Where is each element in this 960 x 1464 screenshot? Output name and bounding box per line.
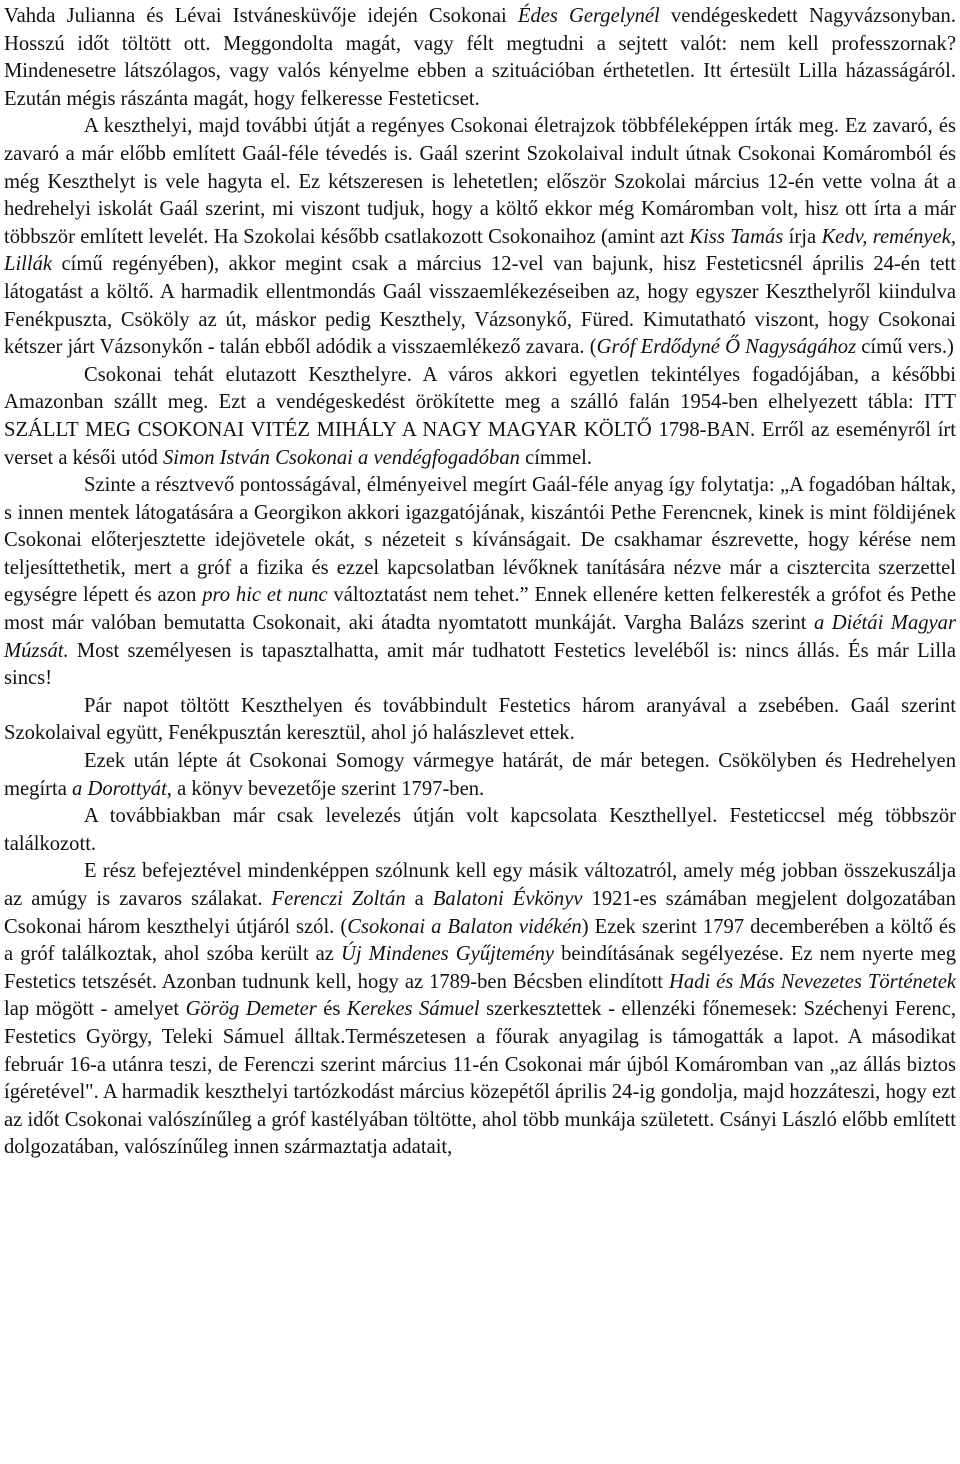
italic-text-run: Kedv, remények, Lillák bbox=[4, 225, 956, 276]
italic-text-run: Gróf Erdődyné Ő Nagyságához bbox=[596, 336, 857, 359]
body-paragraph bbox=[4, 858, 956, 1162]
text-run: E rész befejeztével mindenképpen szólnunk kell egy másik változatról, amely még jobban összekuszálja az amúgy is zavaros szálakat. bbox=[4, 860, 956, 910]
text-run: Szinte a résztvevő pontosságával, élményeivel megírt Gaál-féle anyag így folytatja: „A fogadóban háltak, s innen mentek látogatására a Georgikon akkori igazgatójának, kiszántói Pethe Ferencnek, kinek is mint földijének Csokonai előterjesztette idejövetele okát, s nézeteit s kívánságait. De csakhamar észrevette, hogy kérése nem teljesíttethetik, mert a gróf a fizika és ezzel kapcsolatban lévőknek tanítására nézve már a cisztercita szerzettel egységre lépett és azon bbox=[4, 474, 956, 607]
italic-text-run: Görög Demeter bbox=[185, 998, 317, 1021]
text-run: Ezek után lépte át Csokonai Somogy vármegye határát, de már betegen. Csökölyben és Hedrehelyen megírta bbox=[4, 750, 956, 800]
text-run: című regényében), akkor megint csak a március 12-vel van bajunk, hisz Festeticsnél április 24-én tett látogatást a költő. A harmadik ellentmondás Gaál visszaemlékezéseiben az, hogy egyszer Keszthelyről kiindulva Fenékpuszta, Csököly az út, máskor pedig Keszthely, Vázsonykő, Füred. Kimutatható viszont, hogy Csokonai kétszer járt Vázsonykőn - talán ebből adódik a visszaemlékező zavara. ( bbox=[4, 253, 956, 359]
italic-text-run: a Dorottyát, bbox=[72, 777, 172, 800]
text-run: címmel. bbox=[519, 446, 592, 469]
text-run: Csokonai tehát elutazott Keszthelyre. A város akkori egyetlen tekintélyes fogadójában, a későbbi Amazonban szállt meg. Ezt a vendégeskedést örökítette meg a szálló falán 1954-ben elhelyezett tábla: ITT SZÁLLT MEG CSOKONAI VITÉZ MIHÁLY A NAGY MAGYAR KÖLTŐ 1798-BAN. Erről az eseményről írt verset a késői utód bbox=[4, 363, 956, 469]
italic-text-run: Csokonai a Balaton vidékén bbox=[347, 915, 582, 938]
body-paragraph bbox=[4, 748, 956, 803]
italic-text-run: Édes Gergelynél bbox=[517, 5, 660, 27]
text-run: vendégeskedett Nagyvázsonyban. Hosszú időt töltött ott. Meggondolta magát, vagy félt megtudni a sejtett valót: nem kell professzornak? Mindenesetre látszólagos, vagy valós kényelme ebben a szituációban érthetetlen. Itt értesült Lilla házasságáról. Ezután mégis rászánta magát, hogy felkeresse Festeticset. bbox=[4, 5, 956, 110]
text-run: szerkesztettek - ellenzéki főnemesek: Széchenyi Ferenc, Festetics György, Teleki Sámuel álltak.Természetesen a főurak anyagilag is támogatták a lapot. A másodikat február 16-a utánra teszi, de Ferenczi szerint március 11-én Csokonai már újból Komáromban van „az állás biztos ígéretével". A harmadik keszthelyi tartózkodást március közepétől április 24-ig gondolja, majd hozzáteszi, hogy ezt az időt Csokonai valószínűleg a gróf kastélyában töltötte, ahol több munkája született. Csányi László előbb említett dolgozatában, valószínűleg innen származtatja adatait, bbox=[4, 998, 956, 1159]
text-run: és bbox=[316, 998, 347, 1021]
text-run: beindításának segélyezése. Ez nem nyerte meg Festetics tetszését. Azonban tudnunk kell, hogy az 1789-ben Bécsben elindított bbox=[4, 943, 957, 993]
italic-text-run: Új Mindenes Gyűjtemény bbox=[340, 943, 555, 966]
italic-text-run: a Diétái Magyar Múzsát. bbox=[4, 612, 956, 662]
document-body bbox=[4, 3, 956, 1162]
text-run: írja bbox=[783, 225, 822, 248]
body-paragraph bbox=[4, 3, 956, 113]
body-paragraph bbox=[4, 693, 956, 748]
body-paragraph bbox=[4, 362, 956, 472]
text-run: Vahda Julianna és Lévai Istvánesküvője idején Csokonai bbox=[4, 5, 518, 27]
italic-text-run: Hadi és Más Nevezetes Történetek bbox=[668, 970, 956, 993]
italic-text-run: Simon István Csokonai a vendégfogadóban bbox=[163, 446, 520, 469]
text-run: 1921-es számában megjelent dolgozatában Csokonai három keszthelyi útjáról szól. ( bbox=[4, 888, 956, 938]
text-run: lap mögött - amelyet bbox=[4, 998, 186, 1021]
body-paragraph bbox=[4, 803, 956, 858]
text-run: a bbox=[405, 888, 433, 910]
italic-text-run: Ferenczi Zoltán bbox=[271, 888, 406, 910]
italic-text-run: pro hic et nunc bbox=[202, 584, 328, 607]
text-run: A keszthelyi, majd további útját a regényes Csokonai életrajzok többféleképpen írták meg. Ez zavaró, és zavaró a már előbb említett Gaál-féle tévedés is. Gaál szerint Szokolaival indult útnak Csokonai Komáromból és még Keszthelyt is vele hagyta el. Ez kétszeresen is lehetetlen; először Szokolai március 12-én vette volna át a hedrehelyi iskolát Gaál szerint, mi viszont tudjuk, hogy a költő ekkor még Komáromban volt, hisz ott írta a már többször említett levelét. Ha Szokolai később csatlakozott Csokonaihoz (amint azt bbox=[4, 115, 956, 248]
text-run: című vers.) bbox=[856, 336, 954, 359]
text-run: Pár napot töltött Keszthelyen és továbbindult Festetics három aranyával a zsebében. Gaál szerint Szokolaival együtt, Fenékpusztán keresztül, ahol jó halászlevet ettek. bbox=[4, 694, 956, 745]
body-paragraph bbox=[4, 113, 956, 361]
text-run: Most személyesen is tapasztalhatta, amit már tudhatott Festetics leveléből is: nincs állás. És már Lilla sincs! bbox=[4, 639, 956, 690]
text-run: A továbbiakban már csak levelezés útján volt kapcsolata Keszthellyel. Festeticcsel még többször találkozott. bbox=[4, 805, 956, 855]
text-run: a könyv bevezetője szerint 1797-ben. bbox=[171, 777, 485, 800]
body-paragraph bbox=[4, 472, 956, 693]
text-run: ) Ezek szerint 1797 decemberében a költő és a gróf találkoztak, ahol szóba került az bbox=[4, 915, 956, 966]
italic-text-run: Balatoni Évkönyv bbox=[432, 888, 583, 910]
text-run: változtatást nem tehet.” Ennek ellenére ketten felkeresték a grófot és Pethe most már valóban bemutatta Csokonait, aki átadta nyomtatott munkáját. Vargha Balázs szerint bbox=[4, 584, 956, 635]
italic-text-run: Kiss Tamás bbox=[689, 225, 784, 248]
italic-text-run: Kerekes Sámuel bbox=[346, 998, 480, 1021]
